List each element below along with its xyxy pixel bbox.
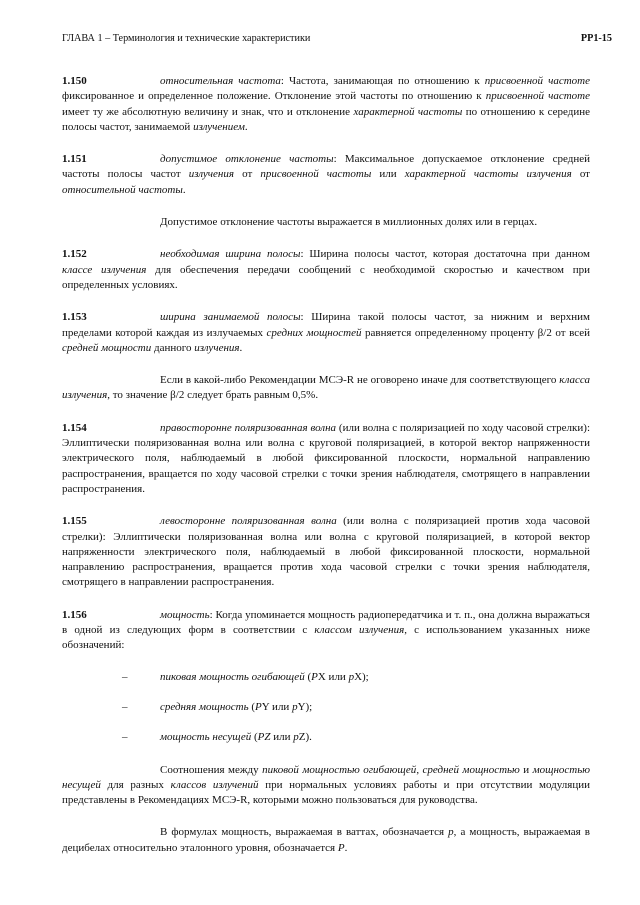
term-number: 1.155 bbox=[62, 515, 87, 528]
term-name-link[interactable]: относительная частота bbox=[160, 75, 281, 87]
note-paragraph: Допустимое отклонение частоты выражается в миллионных долях или в герцах. bbox=[160, 216, 538, 229]
definition-text: . bbox=[182, 183, 186, 196]
term-link[interactable]: излучением bbox=[193, 120, 245, 133]
list-text: Y или bbox=[261, 700, 293, 713]
list-dash: – bbox=[122, 670, 128, 683]
paragraph-text: Соотношения между bbox=[160, 763, 263, 776]
relations-paragraph bbox=[62, 763, 590, 809]
running-header bbox=[62, 33, 612, 47]
term-link[interactable]: средних мощностей bbox=[266, 326, 362, 339]
paragraph-text: , а мощность, выражаемая в децибелах относительно эталонного уровня, обозначается bbox=[62, 826, 590, 854]
note-paragraph bbox=[62, 373, 590, 404]
term-link[interactable]: пиковой мощностью огибающей bbox=[262, 763, 417, 776]
symbol: p bbox=[293, 731, 299, 744]
term-link[interactable]: мощностью несущей bbox=[62, 763, 591, 791]
term-link[interactable]: классом излучения bbox=[314, 624, 405, 637]
list-item bbox=[62, 700, 590, 715]
term-1-152 bbox=[62, 247, 590, 293]
list-text: X или bbox=[317, 670, 349, 683]
definition-text: , с использованием указанных ниже обозначений: bbox=[62, 624, 590, 652]
paragraph-text: , bbox=[416, 763, 423, 776]
term-1-151 bbox=[62, 152, 590, 198]
term-name-link[interactable]: левосторонне поляризованная волна bbox=[160, 515, 337, 528]
term-link[interactable]: средняя мощность bbox=[160, 700, 249, 713]
term-name-link[interactable]: ширина занимаемой полосы bbox=[160, 311, 301, 324]
term-link[interactable]: средней мощностью bbox=[422, 763, 520, 776]
term-name-link[interactable]: правосторонне поляризованная волна bbox=[160, 421, 337, 434]
definition-text: для обеспечения передачи сообщений с необходимой скоростью и качеством при определенных условиях. bbox=[62, 263, 590, 291]
term-1-154 bbox=[62, 421, 590, 497]
document-body bbox=[62, 74, 590, 873]
term-link[interactable]: мощность несущей bbox=[160, 731, 252, 744]
definition-text: (или волна с поляризацией по ходу часовой стрелки): Эллиптически поляризованная волна или волна с круговой поляризацией, в которой вектор напряженности электрического поля, наблюдаемый в любой фиксированной плоскости, нормальной направлению распространения, вращается по ходу часовой стрелки с точки зрения наблюдателя, смотрящего в направлении распространения. bbox=[62, 421, 590, 495]
definition-text: : Когда упоминается мощность радиопередатчика и т. п., она должна выражаться в одной из следующих форм в соответствии с bbox=[62, 608, 590, 637]
definition-text: : Максимальное допускаемое отклонение средней частоты полосы частот bbox=[62, 153, 590, 181]
definition-text: имеет ту же абсолютную величину и знак, что и отклонение bbox=[62, 105, 354, 118]
term-link[interactable]: излучения bbox=[188, 168, 234, 181]
symbol: P bbox=[255, 700, 262, 713]
symbol: PZ bbox=[257, 731, 271, 744]
list-text: X); bbox=[354, 670, 369, 683]
symbol: p bbox=[448, 826, 454, 839]
term-1-153 bbox=[62, 310, 590, 356]
term-link[interactable]: характерной частоты bbox=[353, 105, 463, 118]
definition-text: данного bbox=[151, 341, 195, 354]
paragraph-text: и bbox=[519, 763, 533, 776]
list-text: ( bbox=[304, 670, 312, 683]
term-1-155 bbox=[62, 514, 590, 590]
symbol: p bbox=[348, 670, 355, 683]
list-text: Z). bbox=[298, 731, 312, 744]
paragraph-text: для разных bbox=[100, 778, 171, 791]
definition-text: равняется определенному проценту β/2 от всей bbox=[361, 326, 590, 339]
page-number: РР1-15 bbox=[580, 33, 612, 44]
formula-paragraph bbox=[62, 825, 590, 856]
term-link[interactable]: излучения bbox=[194, 341, 240, 354]
paragraph-text: при нормальных условиях работы и при отсутствии модуляции представлены в Рекомендациях МСЭ-R, которыми можно пользоваться для руководства. bbox=[62, 778, 591, 807]
definition-text: от bbox=[234, 168, 261, 181]
term-link[interactable]: присвоенной частоте bbox=[484, 75, 590, 87]
term-number: 1.151 bbox=[62, 153, 87, 166]
definition-text: (или волна с поляризацией против хода часовой стрелки): Эллиптически поляризованная волна или волна с круговой поляризацией, в которой вектор напряженности электрического поля, наблюдаемый в любой фиксированной плоскости, нормальной направлению распространения, вращается против хода часовой стрелки с точки зрения наблюдателя, смотрящего в направлении распространения. bbox=[62, 515, 590, 589]
list-text: Y); bbox=[297, 700, 313, 713]
list-text: ( bbox=[248, 700, 256, 713]
chapter-title: ГЛАВА 1 – Терминология и технические характеристики bbox=[62, 33, 311, 44]
term-link[interactable]: присвоенной частоты bbox=[260, 168, 372, 181]
paragraph-text: В формулах мощность, выражаемая в ваттах, обозначается bbox=[160, 826, 449, 839]
definition-text: от bbox=[571, 168, 590, 181]
list-item bbox=[62, 730, 590, 745]
term-link[interactable]: классов излучений bbox=[170, 778, 259, 791]
term-number: 1.154 bbox=[62, 421, 87, 434]
symbol: P bbox=[337, 841, 345, 854]
definition-text: . bbox=[239, 341, 243, 354]
term-name-link[interactable]: необходимая ширина полосы bbox=[160, 248, 301, 261]
definition-text: : Ширина такой полосы частот, за нижним и верхним пределами которой каждая из излучаемых bbox=[62, 311, 591, 339]
term-link[interactable]: относительной частоты bbox=[62, 183, 183, 196]
paragraph-text: . bbox=[344, 841, 348, 854]
term-name-link[interactable]: мощность bbox=[160, 608, 210, 621]
term-name-link[interactable]: допустимое отклонение частоты bbox=[160, 153, 334, 166]
term-link[interactable]: класса излучения bbox=[62, 374, 590, 402]
term-link[interactable]: классе излучения bbox=[62, 263, 147, 276]
definition-text: : Ширина полосы частот, которая достаточна при данном bbox=[300, 248, 590, 261]
definition-text: фиксированное и определенное положение. Отклонение этой частоты по отношению к bbox=[62, 90, 486, 103]
term-1-156 bbox=[62, 608, 590, 654]
term-number: 1.156 bbox=[62, 608, 87, 621]
term-number: 1.152 bbox=[62, 248, 87, 261]
symbol: P bbox=[311, 670, 318, 683]
list-text: или bbox=[270, 731, 294, 744]
term-link[interactable]: пиковая мощность огибающей bbox=[160, 670, 305, 683]
definition-text: . bbox=[244, 120, 248, 133]
symbol: p bbox=[292, 700, 298, 713]
definition-text: по отношению к середине полосы частот, занимаемой bbox=[62, 105, 590, 133]
note-text: , то значение β/2 следует брать равным 0,5%. bbox=[107, 389, 319, 402]
list-text: ( bbox=[251, 731, 258, 744]
list-dash: – bbox=[122, 700, 128, 713]
term-number: 1.150 bbox=[62, 75, 87, 87]
term-link[interactable]: присвоенной частоте bbox=[485, 90, 590, 103]
term-link[interactable]: характерной частоты излучения bbox=[404, 168, 572, 181]
definition-text: или bbox=[371, 168, 405, 181]
list-dash: – bbox=[122, 731, 128, 744]
term-number: 1.153 bbox=[62, 311, 87, 324]
note-text: Если в какой-либо Рекомендации МСЭ-R не оговорено иначе для соответствующего bbox=[160, 374, 560, 387]
definition-text: : Частота, занимающая по отношению к bbox=[280, 75, 485, 87]
list-item bbox=[62, 670, 590, 685]
term-link[interactable]: средней мощности bbox=[62, 341, 152, 354]
term-1-150 bbox=[62, 74, 590, 135]
